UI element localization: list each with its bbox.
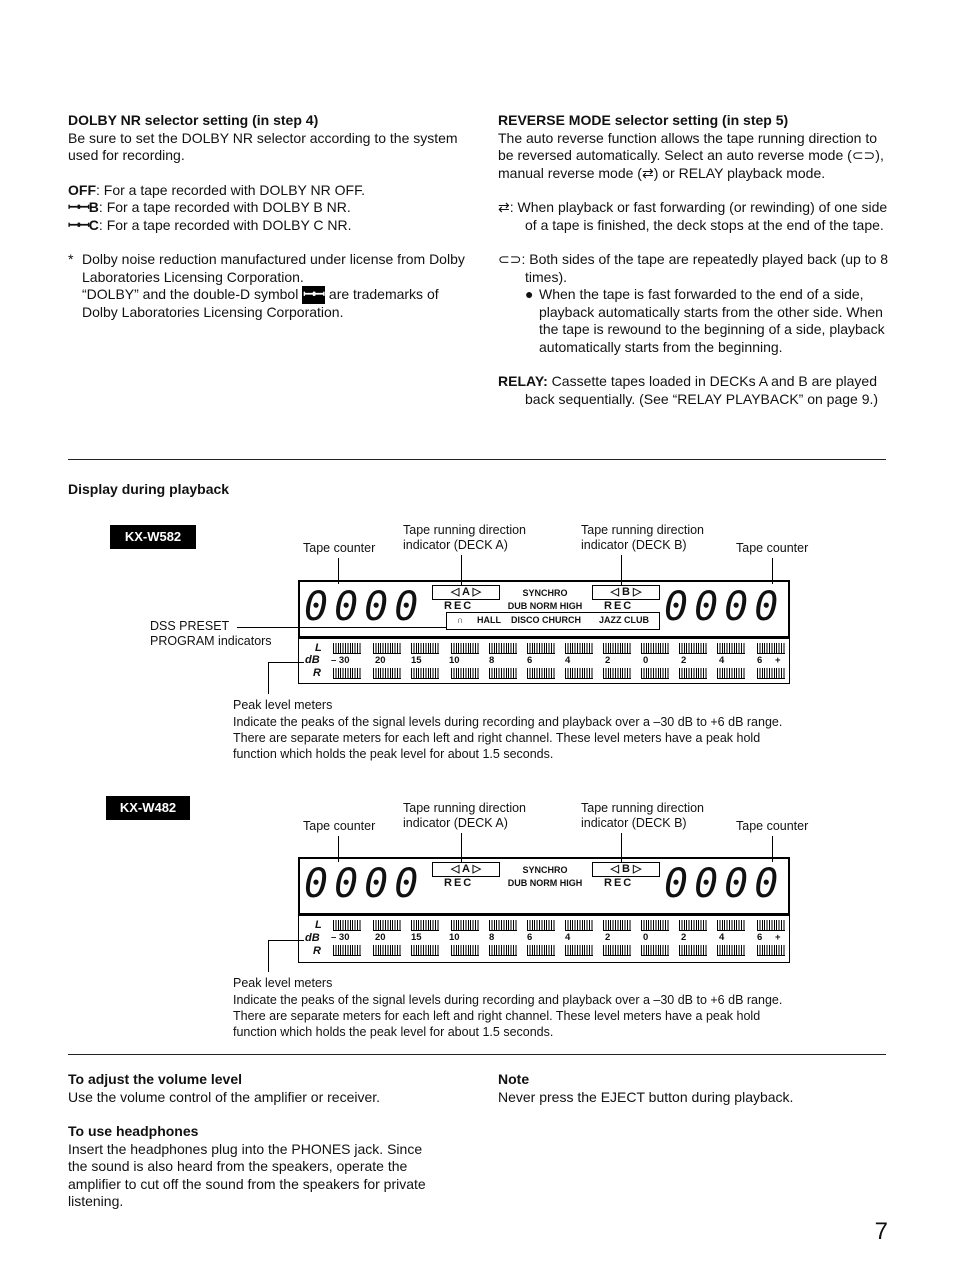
- deck-b-indicator: ◁ B ▷: [592, 585, 660, 600]
- divider: [68, 1054, 886, 1055]
- note-text: Never press the EJECT button during playback.: [498, 1088, 794, 1105]
- meter-tick-label: 6: [527, 932, 533, 943]
- meter-segment: [641, 668, 669, 679]
- meter-tick-label: +: [775, 932, 781, 943]
- meter-segment: [757, 920, 785, 931]
- peak-title: Peak level meters: [233, 698, 333, 712]
- meter-tick-label: 6: [527, 655, 533, 666]
- dub-label: DUB NORM HIGH: [507, 878, 583, 888]
- meter-segment: [603, 920, 631, 931]
- reverse-heading: REVERSE MODE selector setting (in step 5): [498, 112, 789, 128]
- meter-tick-label: 8: [489, 932, 495, 943]
- deck-a-letter: A: [462, 863, 470, 875]
- meter-segment: [717, 668, 745, 679]
- deck-a-indicator: ◁ A ▷: [432, 862, 500, 877]
- meter-l: L: [315, 919, 322, 931]
- deck-b-indicator: ◁ B ▷: [592, 862, 660, 877]
- lcd-upper: [298, 857, 790, 915]
- meter-tick-label: 10: [449, 932, 460, 943]
- peak-title: Peak level meters: [233, 976, 333, 990]
- volume-section: [68, 1071, 468, 1211]
- auto-reverse-text: : Both sides of the tape are repeatedly played back (up to 8 times).: [521, 251, 889, 285]
- meter-segment: [373, 945, 401, 956]
- volume-heading: To adjust the volume level: [68, 1071, 243, 1087]
- dolby-footnote: [68, 251, 468, 321]
- meter-segment: [717, 920, 745, 931]
- meter-segment: [641, 643, 669, 654]
- meter-segment: [603, 945, 631, 956]
- meter-segment: [451, 668, 479, 679]
- meter-l: L: [315, 642, 322, 654]
- dolby-b-line: [68, 199, 468, 217]
- meter-segment: [451, 945, 479, 956]
- note-section: [498, 1071, 893, 1106]
- meter-segment: [411, 668, 439, 679]
- meter-segment: [757, 668, 785, 679]
- meter-db: dB: [305, 654, 320, 666]
- peak-text: Indicate the peaks of the signal levels during recording and playback over a –30 dB to +6 dB range. There are separate meters for each left and right channel. These level meters have a peak hold function which holds the peak level for about 1.5 seconds.: [233, 715, 783, 761]
- meter-tick-label: – 30: [331, 932, 350, 943]
- relay-desc: [498, 373, 893, 408]
- meter-segment: [679, 920, 707, 931]
- meter-segment: [679, 643, 707, 654]
- manual-reverse-icon: ⇄: [641, 164, 654, 181]
- meter-segment: [489, 945, 517, 956]
- meter-tick-label: 4: [719, 655, 725, 666]
- meter-tick-label: 2: [605, 932, 611, 943]
- leader-line: [268, 662, 269, 694]
- deck-a-letter: A: [462, 586, 470, 598]
- meter-db: dB: [305, 932, 320, 944]
- meter-segment: [565, 920, 593, 931]
- meter-segment: [679, 668, 707, 679]
- meter-segment: [373, 668, 401, 679]
- meter-segment: [757, 945, 785, 956]
- tape-counter-label: Tape counter: [736, 819, 809, 833]
- tape-counter-label: Tape counter: [303, 541, 376, 555]
- dolby-b-text: : For a tape recorded with DOLBY B NR.: [98, 199, 351, 215]
- display-heading: Display during playback: [68, 481, 230, 497]
- meter-segment: [603, 643, 631, 654]
- meter-segment: [489, 920, 517, 931]
- dir-b-label: Tape running direction indicator (DECK B): [581, 801, 704, 830]
- meter-segment: [333, 920, 361, 931]
- footnote-line1: Dolby noise reduction manufactured under license from Dolby Laboratories Licensing Corporation.: [82, 251, 465, 285]
- meter-tick-label: 20: [375, 932, 386, 943]
- double-d-icon: ꟷꟷ: [68, 216, 89, 233]
- synchro-label: SYNCHRO: [522, 588, 568, 598]
- footnote-star: *: [68, 251, 74, 267]
- manual-reverse-text: : When playback or fast forwarding (or rewinding) of one side of a tape is finished, the deck stops at the end of the tape.: [509, 199, 888, 233]
- dss-label: DSS PRESET PROGRAM indicators: [150, 619, 272, 648]
- auto-bullet-text: When the tape is fast forwarded to the end of a side, playback automatically starts from the other side. When the tape is rewound to the beginning of a side, playback automatically starts from the beginning.: [539, 286, 885, 355]
- dolby-heading: DOLBY NR selector setting (in step 4): [68, 112, 319, 128]
- meter-tick-label: 20: [375, 655, 386, 666]
- footnote-line2b: are trademarks of Dolby Laboratories Licensing Corporation.: [82, 286, 439, 320]
- dolby-off-line: [68, 182, 468, 200]
- dir-a-label: Tape running direction indicator (DECK A): [403, 523, 526, 552]
- mode-jazz-club: JAZZ CLUB: [599, 615, 649, 625]
- meter-segment: [451, 643, 479, 654]
- bullet-icon: ●: [525, 286, 534, 302]
- relay-text: Cassette tapes loaded in DECKs A and B are played back sequentially. (See “RELAY PLAYBACK” on page 9.): [525, 373, 879, 407]
- meter-segment: [333, 945, 361, 956]
- meter-segment: [565, 668, 593, 679]
- reverse-intro: [498, 130, 893, 183]
- headphones-text: Insert the headphones plug into the PHONES jack. Since the sound is also heard from the speakers, operate the amplifier to cut off the sound from the speakers for private listening.: [68, 1140, 426, 1209]
- deck-b-letter: B: [622, 586, 630, 598]
- meter-segment: [373, 643, 401, 654]
- meter-tick-label: 2: [605, 655, 611, 666]
- reverse-section: [498, 112, 893, 408]
- meter-segment: [603, 668, 631, 679]
- lcd-upper: [298, 580, 790, 638]
- rec-a: REC: [444, 877, 474, 889]
- meter-tick-label: +: [775, 655, 781, 666]
- dir-a-label: Tape running direction indicator (DECK A): [403, 801, 526, 830]
- rec-b: REC: [604, 600, 634, 612]
- level-meter: [298, 915, 790, 963]
- meter-tick-label: 15: [411, 932, 422, 943]
- reverse-intro-c: ) or RELAY playback mode.: [653, 164, 826, 181]
- meter-tick-label: 4: [565, 932, 571, 943]
- footnote-line2: [82, 286, 468, 321]
- model-badge: KX-W482: [106, 796, 190, 820]
- double-d-icon: ꟷꟷ: [303, 286, 325, 302]
- tape-counter-b: 0000: [664, 861, 785, 907]
- dolby-c-line: [68, 217, 468, 235]
- meter-segment: [411, 945, 439, 956]
- meter-tick-label: 8: [489, 655, 495, 666]
- dolby-intro: Be sure to set the DOLBY NR selector according to the system used for recording.: [68, 129, 458, 163]
- meter-segment: [527, 668, 555, 679]
- synchro-label: SYNCHRO: [522, 865, 568, 875]
- relay-label: RELAY:: [498, 373, 548, 389]
- dolby-c-label: C: [88, 216, 99, 233]
- dss-modes: [446, 612, 660, 630]
- rec-a: REC: [444, 600, 474, 612]
- meter-tick-label: 0: [643, 932, 649, 943]
- meter-segment: [641, 945, 669, 956]
- meter-segment: [489, 668, 517, 679]
- meter-segment: [411, 643, 439, 654]
- deck-b-letter: B: [622, 863, 630, 875]
- meter-segment: [527, 945, 555, 956]
- meter-segment: [679, 945, 707, 956]
- meter-tick-label: 4: [565, 655, 571, 666]
- headphones-heading: To use headphones: [68, 1123, 199, 1139]
- headphones-icon: ∩: [457, 615, 464, 625]
- note-heading: Note: [498, 1071, 530, 1087]
- peak-text: Indicate the peaks of the signal levels during recording and playback over a –30 dB to +6 dB range. There are separate meters for each left and right channel. These level meters have a peak hold function which holds the peak level for about 1.5 seconds.: [233, 993, 783, 1039]
- meter-segment: [333, 668, 361, 679]
- footnote-line2a: “DOLBY” and the double-D symbol: [82, 286, 299, 302]
- tape-counter-b: 0000: [664, 584, 785, 630]
- dir-b-label: Tape running direction indicator (DECK B): [581, 523, 704, 552]
- meter-tick-label: 15: [411, 655, 422, 666]
- double-d-icon: ꟷꟷ: [68, 199, 89, 215]
- meter-segment: [641, 920, 669, 931]
- tape-counter-label: Tape counter: [736, 541, 809, 555]
- tape-counter-label: Tape counter: [303, 819, 376, 833]
- meter-tick-label: 2: [681, 655, 687, 666]
- auto-reverse-desc: [498, 251, 893, 286]
- meter-segment: [333, 643, 361, 654]
- meter-segment: [527, 920, 555, 931]
- dolby-b-label: B: [88, 199, 99, 215]
- meter-segment: [373, 920, 401, 931]
- volume-text: Use the volume control of the amplifier or receiver.: [68, 1088, 381, 1105]
- manual-reverse-icon: ⇄: [498, 199, 510, 215]
- meter-tick-label: 6: [757, 932, 763, 943]
- auto-reverse-icon: ⊂⊃: [851, 147, 876, 163]
- auto-reverse-icon: ⊂⊃: [498, 251, 522, 267]
- auto-reverse-bullet: [498, 286, 893, 356]
- dub-label: DUB NORM HIGH: [507, 601, 583, 611]
- meter-segment: [565, 643, 593, 654]
- meter-segment: [565, 945, 593, 956]
- tape-counter-a: 0000: [304, 861, 425, 907]
- meter-tick-label: 2: [681, 932, 687, 943]
- meter-segment: [717, 643, 745, 654]
- meter-tick-label: – 30: [331, 655, 350, 666]
- meter-tick-label: 6: [757, 655, 763, 666]
- page-number: 7: [874, 1218, 888, 1245]
- dolby-section: [68, 112, 468, 321]
- reverse-intro-b: ), manual reverse mode (: [498, 147, 884, 181]
- dolby-off-text: : For a tape recorded with DOLBY NR OFF.: [96, 181, 365, 198]
- mode-disco-church: DISCO CHURCH: [511, 615, 582, 625]
- meter-r: R: [313, 945, 321, 957]
- meter-segment: [757, 643, 785, 654]
- tape-counter-a: 0000: [304, 584, 425, 630]
- meter-segment: [451, 920, 479, 931]
- leader-line: [268, 940, 269, 972]
- manual-reverse-desc: [498, 199, 893, 234]
- meter-tick-label: 4: [719, 932, 725, 943]
- meter-segment: [411, 920, 439, 931]
- meter-segment: [489, 643, 517, 654]
- divider: [68, 459, 886, 460]
- level-meter: [298, 638, 790, 684]
- dolby-c-text: : For a tape recorded with DOLBY C NR.: [98, 216, 352, 233]
- meter-tick-label: 10: [449, 655, 460, 666]
- dolby-off-label: OFF: [68, 181, 96, 198]
- meter-tick-label: 0: [643, 655, 649, 666]
- deck-a-indicator: ◁ A ▷: [432, 585, 500, 600]
- meter-segment: [527, 643, 555, 654]
- model-badge: KX-W582: [110, 525, 196, 549]
- meter-segment: [717, 945, 745, 956]
- mode-hall: HALL: [477, 615, 501, 625]
- meter-r: R: [313, 667, 321, 679]
- rec-b: REC: [604, 877, 634, 889]
- reverse-intro-a: The auto reverse function allows the tape running direction to be reversed automatically. Select an auto reverse mode (: [498, 129, 878, 163]
